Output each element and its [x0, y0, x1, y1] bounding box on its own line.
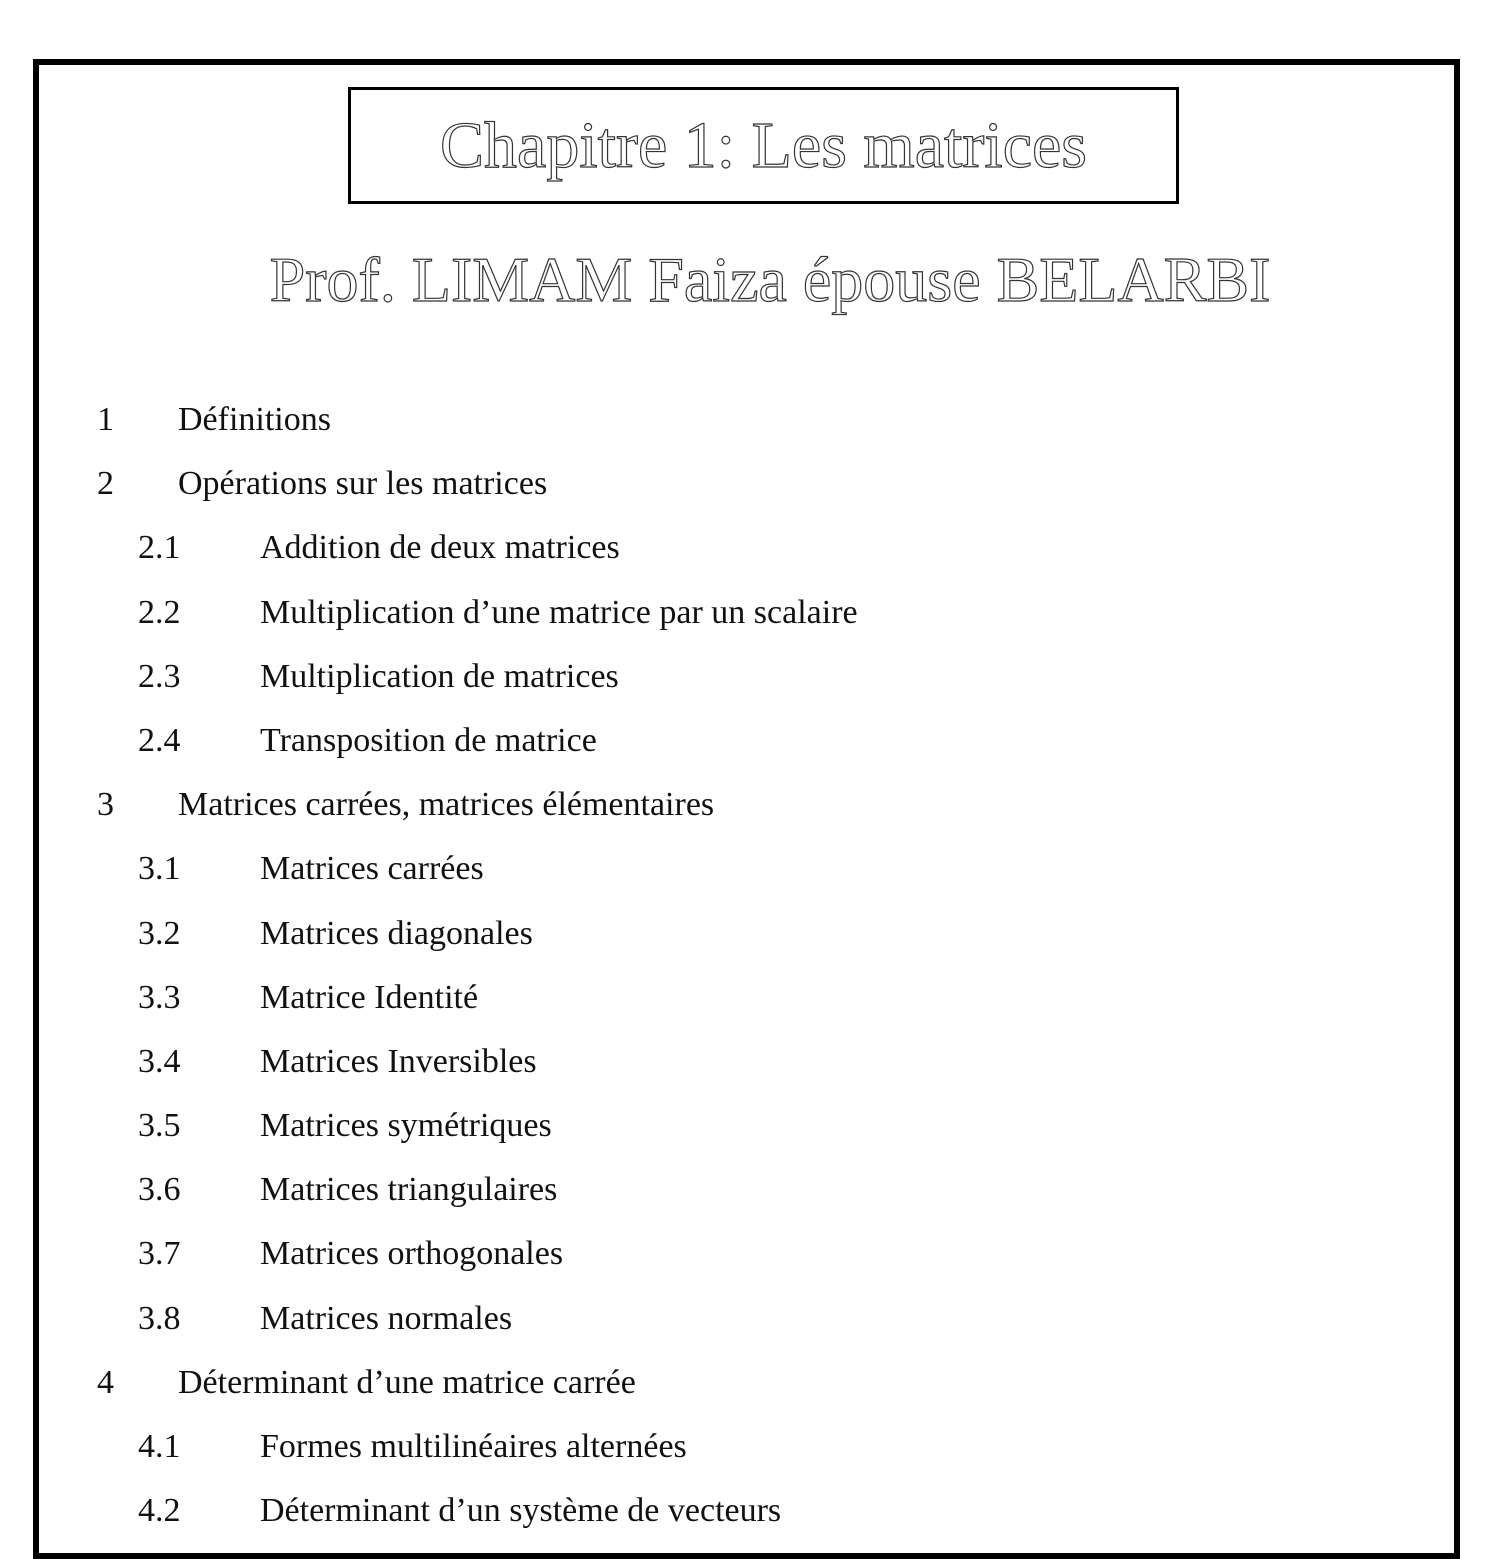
- toc-entry: [0, 591, 1500, 655]
- author-line: Prof. LIMAM Faiza épouse BELARBI: [269, 244, 1271, 315]
- toc-entry: [0, 783, 1500, 847]
- toc-text: Définitions: [178, 401, 331, 438]
- toc-entry: [0, 912, 1500, 976]
- toc-number: 2: [97, 465, 114, 503]
- toc-text: Matrice Identité: [260, 978, 479, 1016]
- toc-text: Matrices carrées: [260, 850, 484, 888]
- toc-number: 3.5: [138, 1107, 181, 1145]
- toc-number: 3.7: [138, 1235, 181, 1273]
- toc-text: Matrices symétriques: [260, 1107, 552, 1145]
- toc-text: Multiplication de matrices: [260, 657, 619, 695]
- toc-text: Matrices diagonales: [260, 914, 533, 952]
- toc-entry: [0, 1040, 1500, 1104]
- toc-number: 2.1: [138, 529, 181, 567]
- toc-entry: [0, 1232, 1500, 1296]
- toc-number: 4: [97, 1363, 114, 1401]
- toc-text: Formes multilinéaires alternées: [260, 1428, 687, 1465]
- toc-text: Multiplication d’une matrice par un scalaire: [260, 593, 858, 631]
- toc-text: Matrices triangulaires: [260, 1171, 558, 1209]
- table-of-contents: [0, 398, 1500, 1553]
- toc-entry: [0, 526, 1500, 590]
- toc-number: 3.6: [138, 1171, 181, 1209]
- toc-entry: [0, 847, 1500, 911]
- toc-number: 4.1: [138, 1428, 181, 1465]
- toc-text: Opérations sur les matrices: [178, 465, 548, 503]
- toc-text: Matrices carrées, matrices élémentaires: [178, 786, 715, 824]
- title-box: [348, 87, 1179, 204]
- toc-entry: [0, 1168, 1500, 1232]
- toc-number: 3: [97, 786, 114, 824]
- toc-number: 3.2: [138, 914, 181, 952]
- toc-entry: [0, 1361, 1500, 1425]
- toc-text: Matrices orthogonales: [260, 1235, 564, 1273]
- toc-number: 3.4: [138, 1042, 181, 1080]
- toc-text: Matrices normales: [260, 1299, 513, 1337]
- toc-entry: [0, 976, 1500, 1040]
- toc-entry: [0, 1425, 1500, 1489]
- toc-number: 4.2: [138, 1492, 181, 1530]
- toc-entry: [0, 1104, 1500, 1168]
- toc-number: 3.8: [138, 1299, 181, 1337]
- toc-text: Addition de deux matrices: [260, 529, 620, 567]
- chapter-title: Chapitre 1: Les matrices: [440, 108, 1087, 182]
- toc-number: 2.4: [138, 721, 181, 759]
- toc-number: 2.2: [138, 593, 181, 631]
- toc-number: 2.3: [138, 657, 181, 695]
- toc-entry: [0, 462, 1500, 526]
- toc-text: Déterminant d’un système de vecteurs: [260, 1492, 782, 1530]
- toc-entry: [0, 1297, 1500, 1361]
- toc-entry: [0, 655, 1500, 719]
- toc-number: 1: [97, 401, 114, 438]
- toc-number: 3.3: [138, 978, 181, 1016]
- toc-entry: [0, 1489, 1500, 1553]
- toc-number: 3.1: [138, 850, 181, 888]
- toc-entry: [0, 398, 1500, 462]
- toc-text: Matrices Inversibles: [260, 1042, 537, 1080]
- toc-text: Transposition de matrice: [260, 721, 597, 759]
- toc-text: Déterminant d’une matrice carrée: [178, 1363, 636, 1401]
- toc-entry: [0, 719, 1500, 783]
